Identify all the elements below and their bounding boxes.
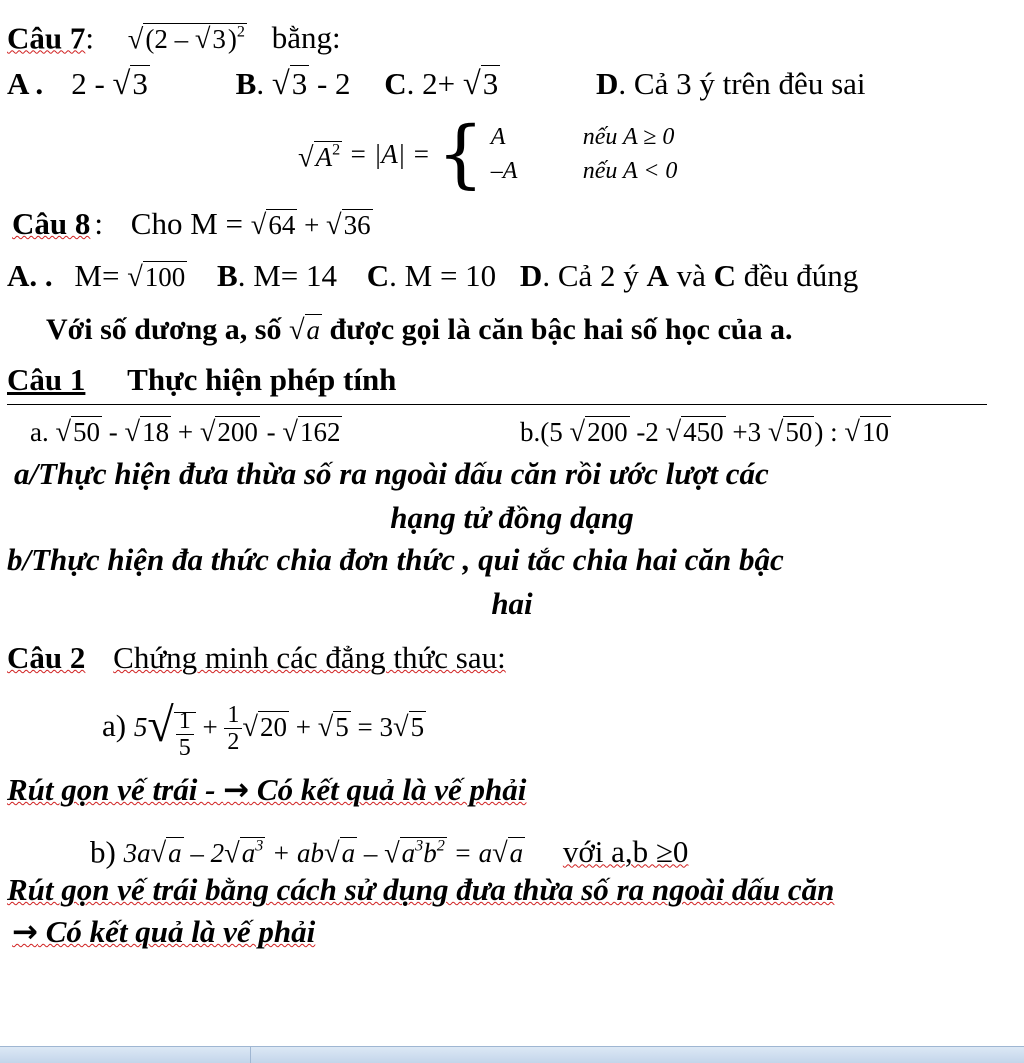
c2-label: Câu 2 [7, 640, 86, 675]
c1-expression-b: b.(5 √200 -2 √450 +3 √50) : √10 [520, 417, 889, 448]
q7-label: Câu 7 [7, 20, 86, 56]
q7-expression: √(2 – √3)$^2$ [127, 23, 245, 56]
q8-label: Câu 8 [12, 206, 91, 241]
c2-heading [7, 640, 506, 676]
q7-text: bằng: [271, 20, 341, 56]
absolute-value-formula: $√A^2 = |A|$ = { A nếu A ≥ 0 –A nếu A < 0 [298, 111, 678, 198]
status-bar [0, 1046, 1024, 1063]
q7-line [7, 14, 341, 58]
q7-option-b: B. √3 - 2 [235, 66, 351, 102]
c1-hint-a-line1: a/Thực hiện đưa thừa số ra ngoài dấu căn rồi ước lượt các [14, 456, 769, 491]
q8-options: A. . M= √100 B. M= 14 C. M = 10 D. Cả 2 ý A và C đều đúng [7, 258, 859, 293]
c1-hint-b-line2: hai [491, 586, 533, 621]
status-bar-divider [250, 1047, 251, 1063]
c2-title: Chứng minh các đẳng thức sau: [113, 640, 506, 675]
q7-option-d: D. Cả 3 ý trên đêu sai [596, 66, 866, 101]
c1-heading [7, 362, 396, 398]
q7-option-c: C. 2+ √3 [384, 66, 499, 102]
q8-text: Cho M = [130, 206, 251, 241]
c2-b-condition: với a,b ≥0 [562, 834, 689, 870]
arrow-right-icon: → [223, 772, 250, 808]
arrow-right-icon: → [12, 914, 38, 950]
c2-expression-b: b) $3a√a - 2√a^3 + ab√a - √a^3b^2 = a√a$ với a,b ≥0 [90, 834, 689, 870]
c1-expressions: a. √50 - √18 + √200 - √162 [30, 417, 341, 448]
c1-title: Thực hiện phép tính [127, 362, 397, 397]
formula-cases: A nếu A ≥ 0 –A nếu A < 0 [490, 124, 678, 185]
arithmetic-root-note: Với số dương a, số √a được gọi là căn bậc hai số học của a. [46, 313, 793, 346]
c2-hint-a: Rút gọn vế trái - → Có kết quả là vế phải [7, 772, 527, 808]
c2-hint-b-line2: → Có kết quả là vế phải [12, 914, 316, 950]
q7-options [7, 66, 866, 102]
c2-expression-a: a) 5√ $\frac{1}{5}$ + $\frac{1}{2}$ √20 + √5 = 3√5 [102, 699, 425, 761]
q8-line: Câu 8 : Cho M = √64 + √36 [12, 206, 371, 241]
c1-hint-a-line2: hạng tử đồng dạng [390, 500, 634, 535]
c1-label: Câu 1 [7, 362, 86, 397]
c2-hint-b-line1: Rút gọn vế trái bằng cách sử dụng đưa thừa số ra ngoài dấu căn [7, 872, 835, 907]
c1-rule [7, 404, 987, 405]
c1-hint-b-line1: b/Thực hiện đa thức chia đơn thức , qui tắc chia hai căn bậc [7, 542, 784, 577]
q7-option-a: A . 2 - √3 [7, 66, 148, 102]
q7-colon: : [85, 20, 95, 56]
